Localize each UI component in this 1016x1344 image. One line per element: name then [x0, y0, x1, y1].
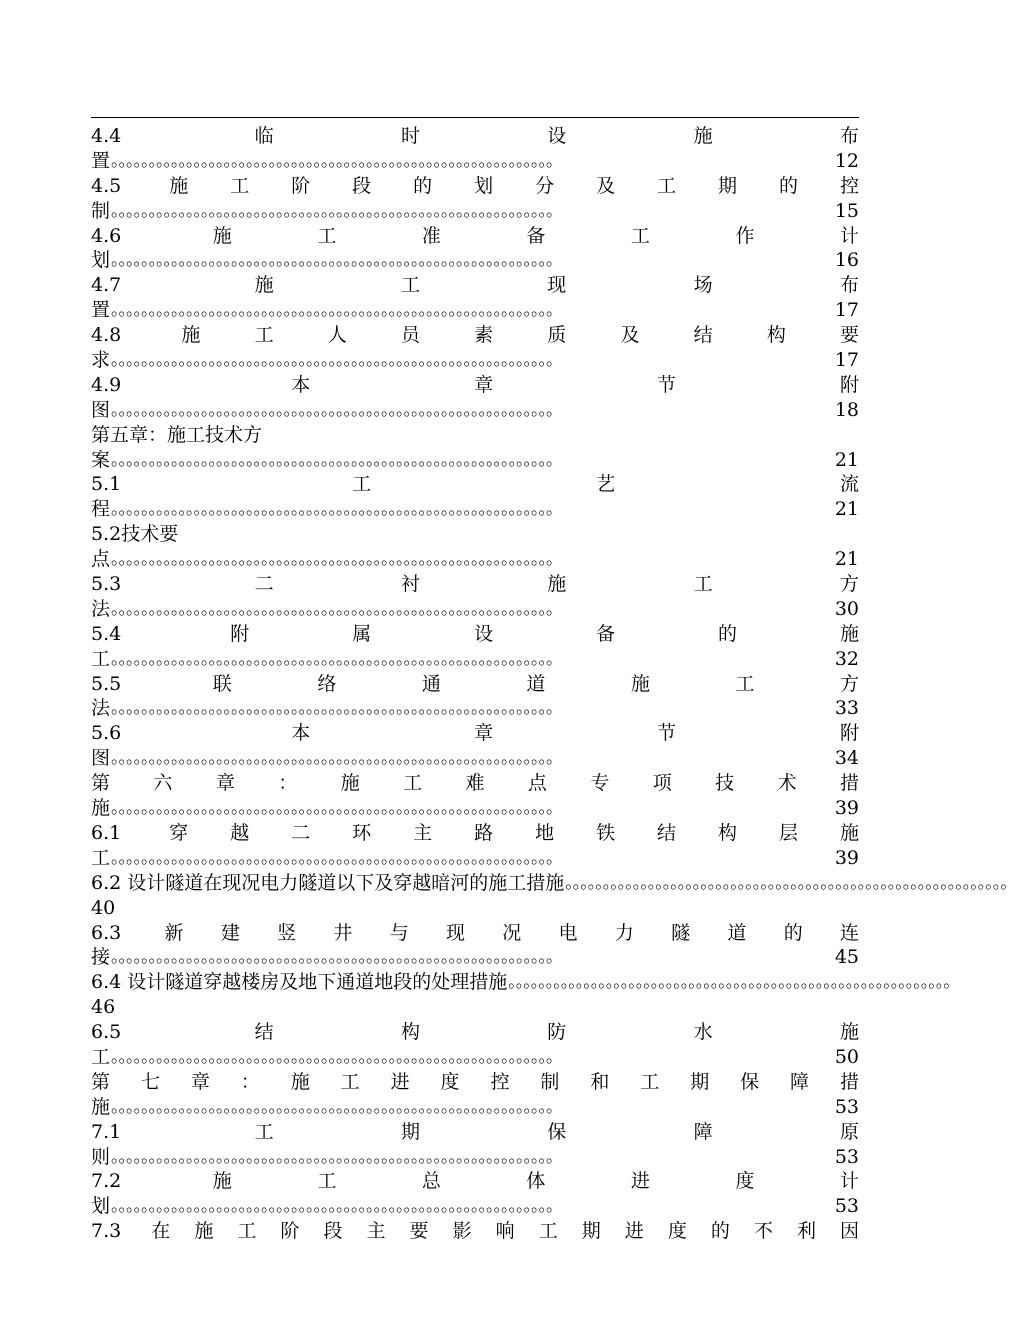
toc-entry[interactable] [91, 472, 859, 522]
toc-entry-title: 5.1 工艺流 [91, 473, 859, 496]
toc-page-number: 53 [834, 1195, 859, 1218]
toc-entry[interactable] [91, 622, 859, 672]
toc-page-number: 39 [834, 846, 859, 869]
toc-entry-title: 5.6 本章节附 [91, 722, 859, 745]
toc-entry[interactable] [91, 423, 859, 473]
toc-entry-title: 5.4 附属设备的施 [91, 622, 859, 645]
toc-page-number: 15 [834, 199, 859, 222]
toc-entry[interactable] [91, 672, 859, 722]
toc-leader-dots: 。。。。。。。。。。。。。。。。。。。。。。。。。。。。。。。。。。。。。。。。。。。。。。。。。。。。。。。。。。。 [111, 350, 563, 371]
toc-entry-title: 第五章：施工技术方 [91, 423, 263, 446]
toc-entry-title-continuation: 则 [91, 1145, 111, 1168]
toc-entry-title: 6.5 结构防水施 [91, 1021, 859, 1044]
toc-entry-title-text: 6.4 设计隧道穿越楼房及地下通道地段的处理措施 [91, 971, 508, 994]
toc-entry-title-continuation: 置 [91, 299, 111, 322]
toc-entry-title-continuation: 法 [91, 697, 111, 720]
toc-leader-dots: 。。。。。。。。。。。。。。。。。。。。。。。。。。。。。。。。。。。。。。。。。。。。。。。。。。。。。。。。。。。 [111, 399, 563, 420]
toc-entry[interactable] [91, 572, 859, 622]
toc-page-number: 50 [834, 1045, 859, 1068]
toc-entry-title: 7.3 在施工阶段主要影响工期进度的不利因 [91, 1220, 859, 1243]
toc-entry-title: 5.5 联络通道施工方 [91, 672, 859, 695]
toc-page-number: 12 [834, 149, 859, 172]
toc-entry-leader-line [91, 547, 859, 572]
toc-entry[interactable] [91, 721, 859, 771]
toc-entry-title-continuation: 工 [91, 1045, 111, 1068]
toc-entry-title-continuation: 制 [91, 199, 111, 222]
toc-entry[interactable] [91, 174, 859, 224]
toc-leader-dots: 。。。。。。。。。。。。。。。。。。。。。。。。。。。。。。。。。。。。。。。。。。。。。。。。。。。。。。。。。。。 [111, 748, 563, 769]
toc-entry[interactable] [91, 821, 859, 871]
toc-entry-leader-line [91, 945, 859, 970]
header-rule [91, 117, 859, 118]
toc-leader-dots: 。。。。。。。。。。。。。。。。。。。。。。。。。。。。。。。。。。。。。。。。。。。。。。。。。。。。。。。。。。。 [111, 300, 563, 321]
toc-page-number: 18 [834, 398, 859, 421]
toc-page-number: 53 [834, 1095, 859, 1118]
toc-entry[interactable] [91, 970, 960, 1020]
toc-entry-leader-line [91, 1095, 859, 1120]
toc-entry-leader-line [91, 448, 859, 473]
toc-entry-title: 4.9 本章节附 [91, 373, 859, 396]
toc-leader-dots: 。。。。。。。。。。。。。。。。。。。。。。。。。。。。。。。。。。。。。。。。。。。。。。。。。。。。。。。。。。。 [111, 1196, 563, 1217]
toc-entry-title-continuation: 施 [91, 797, 111, 820]
toc-entry[interactable] [91, 1169, 859, 1219]
toc-entry-title: 第六章：施工难点专项技术措 [91, 772, 859, 795]
toc-page-number: 40 [91, 896, 116, 919]
toc-entry-title-continuation: 置 [91, 149, 111, 172]
toc-entry-title [91, 970, 960, 995]
toc-page-number: 16 [834, 249, 859, 272]
toc-entry-leader-line [91, 398, 859, 423]
toc-entry-leader-line [91, 348, 859, 373]
toc-entry-title: 5.3 二衬施工方 [91, 573, 859, 596]
toc-entry-title-continuation: 点 [91, 548, 111, 571]
toc-page-number: 53 [834, 1145, 859, 1168]
toc-entry-title [91, 871, 1016, 896]
toc-entry-title-continuation: 接 [91, 946, 111, 969]
toc-entry-title-continuation: 划 [91, 1195, 111, 1218]
toc-entry-leader-line [91, 149, 859, 174]
toc-entry-title-continuation: 工 [91, 846, 111, 869]
toc-page-number: 17 [834, 349, 859, 372]
toc-entry-title-continuation: 划 [91, 249, 111, 272]
toc-entry-title-continuation: 施 [91, 1095, 111, 1118]
toc-leader-dots: 。。。。。。。。。。。。。。。。。。。。。。。。。。。。。。。。。。。。。。。。。。。。。。。。。。。。。。。。。。。 [508, 972, 960, 993]
toc-entry[interactable] [91, 771, 859, 821]
toc-entry-title: 4.4 临时设施布 [91, 125, 859, 147]
toc-entry-leader-line [91, 1145, 859, 1170]
toc-entry-leader-line [91, 746, 859, 771]
toc-entry-leader-line [91, 796, 859, 821]
toc-entry-title-continuation: 案 [91, 448, 111, 471]
toc-entry-leader-line [91, 995, 859, 1020]
toc-page-number: 34 [834, 747, 859, 770]
toc-leader-dots: 。。。。。。。。。。。。。。。。。。。。。。。。。。。。。。。。。。。。。。。。。。。。。。。。。。。。。。。。。。。 [111, 798, 563, 819]
toc-leader-dots: 。。。。。。。。。。。。。。。。。。。。。。。。。。。。。。。。。。。。。。。。。。。。。。。。。。。。。。。。。。。 [111, 1146, 563, 1167]
toc-entry-title: 7.2 施工总体进度计 [91, 1170, 859, 1193]
toc-entry-title-continuation: 法 [91, 597, 111, 620]
toc-entry-leader-line [91, 1045, 859, 1070]
toc-entry[interactable] [91, 1120, 859, 1170]
toc-page-number: 32 [834, 647, 859, 670]
toc-entry-leader-line [91, 248, 859, 273]
toc-entry-title: 5.2技术要 [91, 523, 179, 546]
toc-leader-dots: 。。。。。。。。。。。。。。。。。。。。。。。。。。。。。。。。。。。。。。。。。。。。。。。。。。。。。。。。。。。 [111, 499, 563, 520]
toc-leader-dots: 。。。。。。。。。。。。。。。。。。。。。。。。。。。。。。。。。。。。。。。。。。。。。。。。。。。。。。。。。。。 [111, 947, 563, 968]
toc-leader-dots: 。。。。。。。。。。。。。。。。。。。。。。。。。。。。。。。。。。。。。。。。。。。。。。。。。。。。。。。。。。。 [111, 1046, 563, 1067]
toc-page-number: 30 [834, 597, 859, 620]
toc-entry[interactable] [91, 1020, 859, 1070]
toc-page-number: 21 [834, 498, 859, 521]
toc-page-number: 45 [834, 946, 859, 969]
toc-entry-title: 4.5 施工阶段的划分及工期的控 [91, 174, 859, 197]
toc-page-number: 46 [91, 996, 116, 1019]
toc-page-number: 17 [834, 299, 859, 322]
toc-entry-title: 6.1 穿越二环主路地铁结构层施 [91, 821, 859, 844]
toc-entry-title: 7.1 工期保障原 [91, 1120, 859, 1143]
toc-entry-title-text: 6.2 设计隧道在现况电力隧道以下及穿越暗河的施工措施 [91, 871, 565, 894]
toc-leader-dots: 。。。。。。。。。。。。。。。。。。。。。。。。。。。。。。。。。。。。。。。。。。。。。。。。。。。。。。。。。。。 [111, 648, 563, 669]
toc-leader-dots: 。。。。。。。。。。。。。。。。。。。。。。。。。。。。。。。。。。。。。。。。。。。。。。。。。。。。。。。。。。。 [111, 847, 563, 868]
toc-entry-leader-line [91, 896, 859, 921]
toc-leader-dots: 。。。。。。。。。。。。。。。。。。。。。。。。。。。。。。。。。。。。。。。。。。。。。。。。。。。。。。。。。。。 [111, 1096, 563, 1117]
toc-entry[interactable] [91, 124, 859, 174]
toc-entry-title: 4.6 施工准备工作计 [91, 224, 859, 247]
toc-entry-title-continuation: 程 [91, 498, 111, 521]
toc-leader-dots: 。。。。。。。。。。。。。。。。。。。。。。。。。。。。。。。。。。。。。。。。。。。。。。。。。。。。。。。。。。。 [111, 200, 563, 221]
toc-entry-title: 6.3 新建竖井与现况电力隧道的连 [91, 921, 859, 944]
toc-entry-title: 4.8 施工人员素质及结构要 [91, 324, 859, 347]
toc-entry-title-continuation: 求 [91, 349, 111, 372]
toc-entry[interactable] [91, 522, 859, 572]
toc-entry-title: 第七章：施工进度控制和工期保障措 [91, 1070, 859, 1093]
toc-entry-title: 4.7 施工现场布 [91, 274, 859, 297]
toc-entry-title-continuation: 图 [91, 398, 111, 421]
toc-leader-dots: 。。。。。。。。。。。。。。。。。。。。。。。。。。。。。。。。。。。。。。。。。。。。。。。。。。。。。。。。。。。 [111, 698, 563, 719]
toc-page-number: 21 [834, 448, 859, 471]
toc-entry[interactable] [91, 224, 859, 274]
toc-entry-leader-line [91, 1194, 859, 1219]
table-of-contents [91, 124, 1016, 1244]
toc-entry[interactable] [91, 323, 859, 373]
toc-leader-dots: 。。。。。。。。。。。。。。。。。。。。。。。。。。。。。。。。。。。。。。。。。。。。。。。。。。。。。。。。。。。 [111, 250, 563, 271]
toc-leader-dots: 。。。。。。。。。。。。。。。。。。。。。。。。。。。。。。。。。。。。。。。。。。。。。。。。。。。。。。。。。。。 [565, 872, 1016, 893]
toc-entry[interactable] [91, 921, 859, 971]
toc-entry-leader-line [91, 597, 859, 622]
toc-entry-leader-line [91, 497, 859, 522]
toc-leader-dots: 。。。。。。。。。。。。。。。。。。。。。。。。。。。。。。。。。。。。。。。。。。。。。。。。。。。。。。。。。。。 [111, 449, 563, 470]
toc-entry[interactable] [91, 871, 1016, 921]
toc-leader-dots: 。。。。。。。。。。。。。。。。。。。。。。。。。。。。。。。。。。。。。。。。。。。。。。。。。。。。。。。。。。。 [111, 150, 563, 171]
toc-page-number: 39 [834, 797, 859, 820]
toc-entry-leader-line [91, 696, 859, 721]
toc-entry-leader-line [91, 199, 859, 224]
toc-entry[interactable] [91, 273, 859, 323]
toc-leader-dots: 。。。。。。。。。。。。。。。。。。。。。。。。。。。。。。。。。。。。。。。。。。。。。。。。。。。。。。。。。。。 [111, 598, 563, 619]
toc-entry-leader-line [91, 298, 859, 323]
toc-leader-dots: 。。。。。。。。。。。。。。。。。。。。。。。。。。。。。。。。。。。。。。。。。。。。。。。。。。。。。。。。。。。 [111, 549, 563, 570]
toc-page-number: 21 [834, 548, 859, 571]
toc-entry[interactable] [91, 1219, 859, 1244]
toc-entry-title-continuation: 图 [91, 747, 111, 770]
toc-entry-leader-line [91, 846, 859, 871]
toc-entry[interactable] [91, 1070, 859, 1120]
toc-entry-title-continuation: 工 [91, 647, 111, 670]
toc-entry-leader-line [91, 647, 859, 672]
toc-entry[interactable] [91, 373, 859, 423]
toc-page-number: 33 [834, 697, 859, 720]
